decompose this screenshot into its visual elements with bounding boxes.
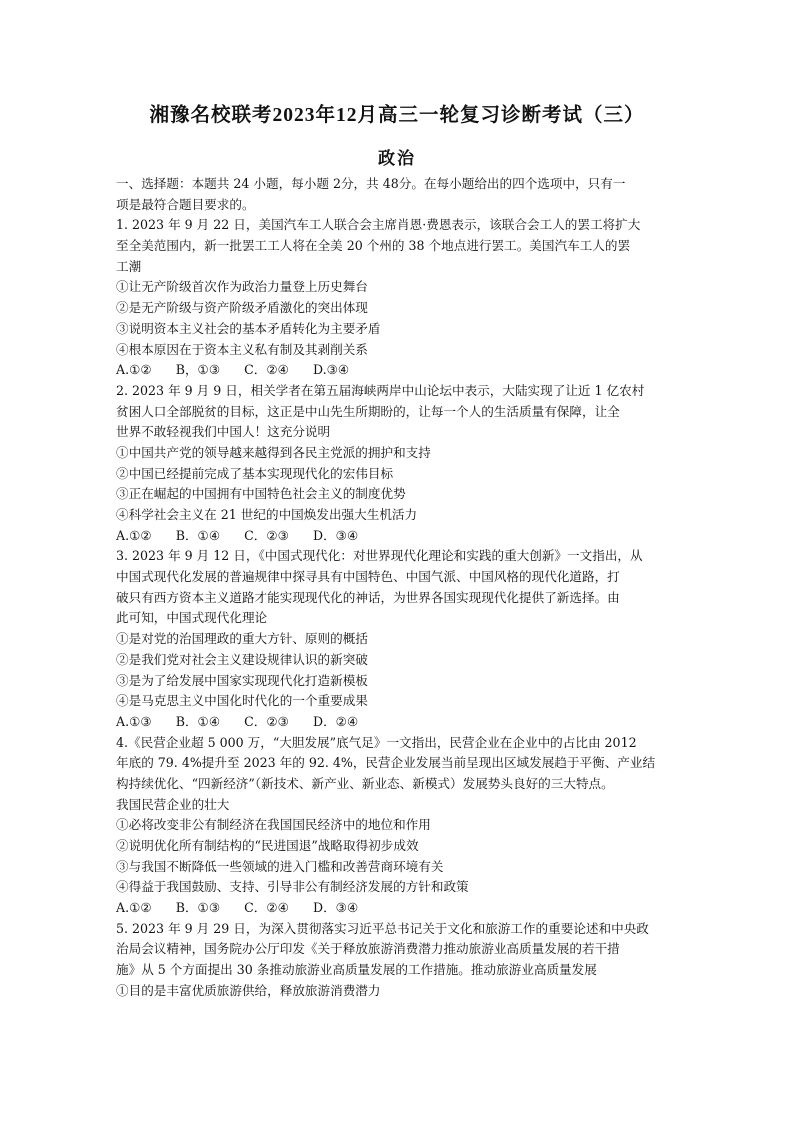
question-stem-line: 工潮 <box>116 258 142 274</box>
question-3 <box>116 546 678 732</box>
question-stem-line: 2. 2023 年 9 月 9 日，相关学者在第五届海峡两岸中山论坛中表示，大陆实现了让近 1 亿农村 <box>116 382 645 398</box>
question-stem-line: 此可知，中国式现代化理论 <box>116 610 268 626</box>
option-3: ③与我国不断降低一些领域的进入门槛和改善营商环境有关 <box>116 858 444 874</box>
option-1: ①目的是丰富优质旅游供给，释放旅游消费潜力 <box>116 982 381 998</box>
option-2: ②是我们党对社会主义建设规律认识的新突破 <box>116 651 368 667</box>
option-4: ④根本原因在于资本主义私有制及其剥削关系 <box>116 341 368 357</box>
question-stem-line: 年底的 79. 4%提升至 2023 年的 92. 4%，民营企业发展当前呈现出区域发展趋于平衡、产业结 <box>116 755 656 771</box>
answer-choices: A.①② B．①④ C．②③ D．③④ <box>116 527 359 543</box>
option-1: ①是对党的治国理政的重大方针、原则的概括 <box>116 631 368 647</box>
option-1: ①让无产阶级首次作为政治力量登上历史舞台 <box>116 279 368 295</box>
option-2: ②说明优化所有制结构的“民进国退”战略取得初步成效 <box>116 838 419 853</box>
question-stem-line: 世界不敢轻视我们中国人！这充分说明 <box>116 424 331 440</box>
option-4: ④是马克思主义中国化时代化的一个重要成果 <box>116 693 368 709</box>
exam-body <box>116 174 678 1002</box>
question-stem-line: 4.《民营企业超 5 000 万，“大胆发展”底气足》一文指出，民营企业在企业中的占比由 2012 <box>116 734 637 750</box>
question-2 <box>116 381 678 547</box>
question-stem-line: 至全美范围内，新一批罢工工人将在全美 20 个州的 38 个地点进行罢工。美国汽车工人的罢 <box>116 238 631 254</box>
option-4: ④得益于我国鼓励、支持、引导非公有制经济发展的方针和政策 <box>116 879 469 895</box>
question-stem-line: 贫困人口全部脱贫的目标，这正是中山先生所期盼的，让每一个人的生活质量有保障，让全 <box>116 403 620 419</box>
instruction-line: 项是最符合题目要求的。 <box>116 196 255 212</box>
question-stem-line: 我国民营企业的壮大 <box>116 796 230 812</box>
exam-title: 湘豫名校联考2023年12月高三一轮复习诊断考试（三） <box>149 105 645 126</box>
option-3: ③说明资本主义社会的基本矛盾转化为主要矛盾 <box>116 320 381 336</box>
option-1: ①中国共产党的领导越来越得到各民主党派的拥护和支持 <box>116 444 431 460</box>
question-4 <box>116 733 678 919</box>
question-stem-line: 治局会议精神，国务院办公厅印发《关于释放旅游消费潜力推动旅游业高质量发展的若干措 <box>116 941 620 957</box>
subject-title: 政治 <box>378 149 416 169</box>
question-stem-line: 5. 2023 年 9 月 29 日，为深入贯彻落实习近平总书记关于文化和旅游工作的重要论述和中央政 <box>116 920 649 936</box>
section-instructions <box>116 174 678 215</box>
question-stem-line: 3. 2023 年 9 月 12 日，《中国式现代化：对世界现代化理论和实践的重大创新》一文指出，从 <box>116 548 643 564</box>
option-3: ③是为了给发展中国家实现现代化打造新模板 <box>116 672 368 688</box>
instruction-line: 一、选择题：本题共 24 小题，每小题 2分，共 48分。在每小题给出的四个选项中，只有一 <box>116 176 626 191</box>
answer-choices: A.①② B．①③ C．②④ D．③④ <box>116 900 359 916</box>
question-stem-line: 中国式现代化发展的普遍规律中探寻具有中国特色、中国气派、中国风格的现代化道路，打 <box>116 569 620 585</box>
option-4: ④科学社会主义在 21 世纪的中国焕发出强大生机活力 <box>116 507 418 522</box>
question-stem-line: 构持续优化、“四新经济”（新技术、新产业、新业态、新模式）发展势头良好的三大特点。 <box>116 775 614 791</box>
question-1 <box>116 215 678 381</box>
option-2: ②中国已经提前完成了基本实现现代化的宏伟目标 <box>116 465 394 481</box>
option-1: ①必将改变非公有制经济在我国国民经济中的地位和作用 <box>116 817 431 833</box>
option-3: ③正在崛起的中国拥有中国特色社会主义的制度优势 <box>116 486 406 502</box>
answer-choices: A.①② B，①③ C．②④ D.③④ <box>116 362 350 378</box>
question-stem-line: 破只有西方资本主义道路才能实现现代化的神话，为世界各国实现现代化提供了新选择。由 <box>116 589 620 605</box>
answer-choices: A.①③ B．①④ C．②③ D．②④ <box>116 713 359 729</box>
option-2: ②是无产阶级与资产阶级矛盾激化的突出体现 <box>116 300 368 316</box>
question-stem-line: 施》从 5 个方面提出 30 条推动旅游业高质量发展的工作措施。推动旅游业高质量发展 <box>116 962 597 978</box>
question-stem-line: 1. 2023 年 9 月 22 日，美国汽车工人联合会主席肖恩·费恩表示，该联合会工人的罢工将扩大 <box>116 217 641 233</box>
question-5 <box>116 919 678 1002</box>
